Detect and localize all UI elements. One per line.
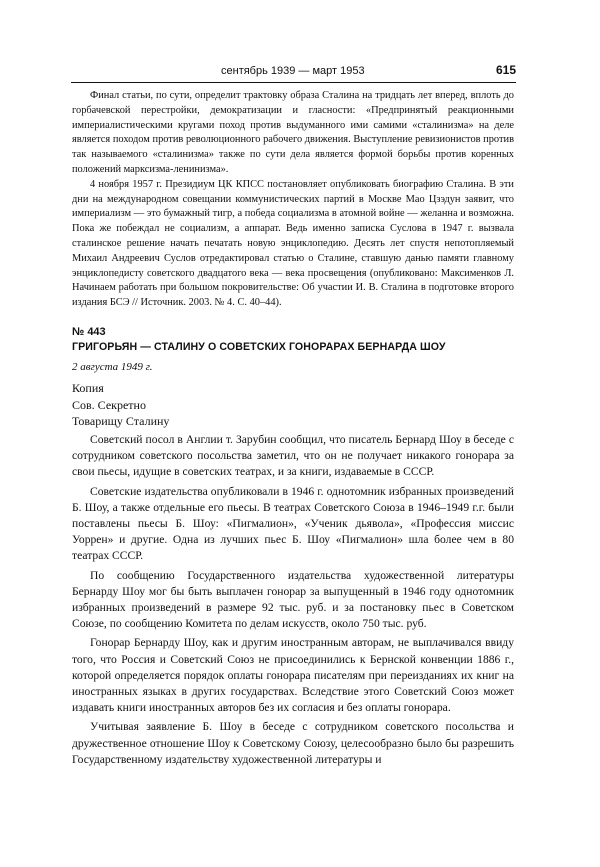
body-paragraph: По сообщению Государственного издательства художественной литературы Бернарду Шоу мог бы быть выплачен гонорар за выпущенный в 1946 году однотомник избранных произведений в размере 92 тыс. руб. и за постановку пьес в Советском Союзе, по сообщению Комитета по делам искусств, около 750 тыс. руб. (72, 568, 514, 631)
body-paragraph: Гонорар Бернарду Шоу, как и другим иностранным авторам, не выплачивался ввиду того, что Россия и Советский Союз не присоединились к Бернской конвенции 1886 г., которой определяется порядок оплаты гонорара писателям при переизданиях их книг на иностранных языках в других государствах. Вследствие этого Советский Союз может издавать книги иностранных авторов без их согласия и без оплаты гонорара. (72, 636, 514, 715)
secrecy-mark: Сов. Секретно (72, 397, 146, 412)
body-paragraph: Учитывая заявление Б. Шоу в беседе с сотрудником советского посольства и дружественное отношение Шоу к Советскому Союзу, целесообразно было бы разрешить Государственному издательству художественной литературы и (72, 720, 514, 766)
document-title: ГРИГОРЬЯН — СТАЛИНУ О СОВЕТСКИХ ГОНОРАРАХ БЕРНАРДА ШОУ (72, 341, 446, 353)
intro-paragraph: Финал статьи, по сути, определит трактовку образа Сталина на тридцать лет вперед, вплоть до горбачевской перестройки, демократизации и гласности: «Предпринятый реакционными империалистическими кругами поход против выдуманного ими самими «сталинизма» на деле является походом против революционного рабочего движения. Выступление ревизионистов против так называемого «сталинизма» также по сути дела является формой борьбы против коренных положений марксизма-ленинизма». (72, 90, 514, 175)
running-header (71, 62, 516, 83)
running-title: сентябрь 1939 — март 1953 (221, 65, 365, 77)
intro-paragraph: 4 ноября 1957 г. Президиум ЦК КПСС постановляет опубликовать биографию Сталина. В эти дни на международном совещании коммунистических партий в Москве Мао Цзэдун заявит, что империализм — это бумажный тигр, а победа социализма в атомной войне — желанна и возможна. Пока же побеждал не социализм, а аппарат. Ведь именно записка Суслова в 1947 г. вызвала сталинское решение начать печатать новую энциклопедию. Десять лет спустя непотопляемый Михаил Андреевич Суслов отредактировал статью о Сталине, ставшую данью памяти главному энциклопедисту советского двадцатого века — века просвещения (опубликовано: Максименков Л. Начинаем работать при большом покровительстве: Об участии И. В. Сталина в подготовке второго издания БСЭ // Источник. 2003. № 4. С. 40–44). (72, 178, 514, 309)
document-body (72, 432, 514, 771)
document-number: № 443 (72, 326, 106, 338)
body-paragraph: Советский посол в Англии т. Зарубин сообщил, что писатель Бернард Шоу в беседе с сотрудником советского посольства заметил, что он не получает никакого гонорара за свои пьесы, идущие в советских театрах, и за книги, издаваемые в СССР. (72, 433, 514, 479)
copy-mark: Копия (72, 381, 104, 395)
body-paragraph: Советские издательства опубликовали в 1946 г. однотомник избранных произведений Б. Шоу, а также отдельные его пьесы. В театрах Советского Союза в 1946–1949 г.г. были поставлены пьесы Б. Шоу: «Пигмалион», «Ученик дьявола», «Профессия миссис Уоррен» и другие. Одна из лучших пьес Б. Шоу «Пигмалион» шла более чем в 80 театрах СССР. (72, 484, 514, 563)
document-date: 2 августа 1949 г. (72, 361, 153, 373)
page-number: 615 (495, 63, 516, 77)
document-meta (72, 380, 169, 430)
addressee: Товарищу Сталину (72, 414, 170, 428)
intro-commentary (72, 89, 514, 311)
